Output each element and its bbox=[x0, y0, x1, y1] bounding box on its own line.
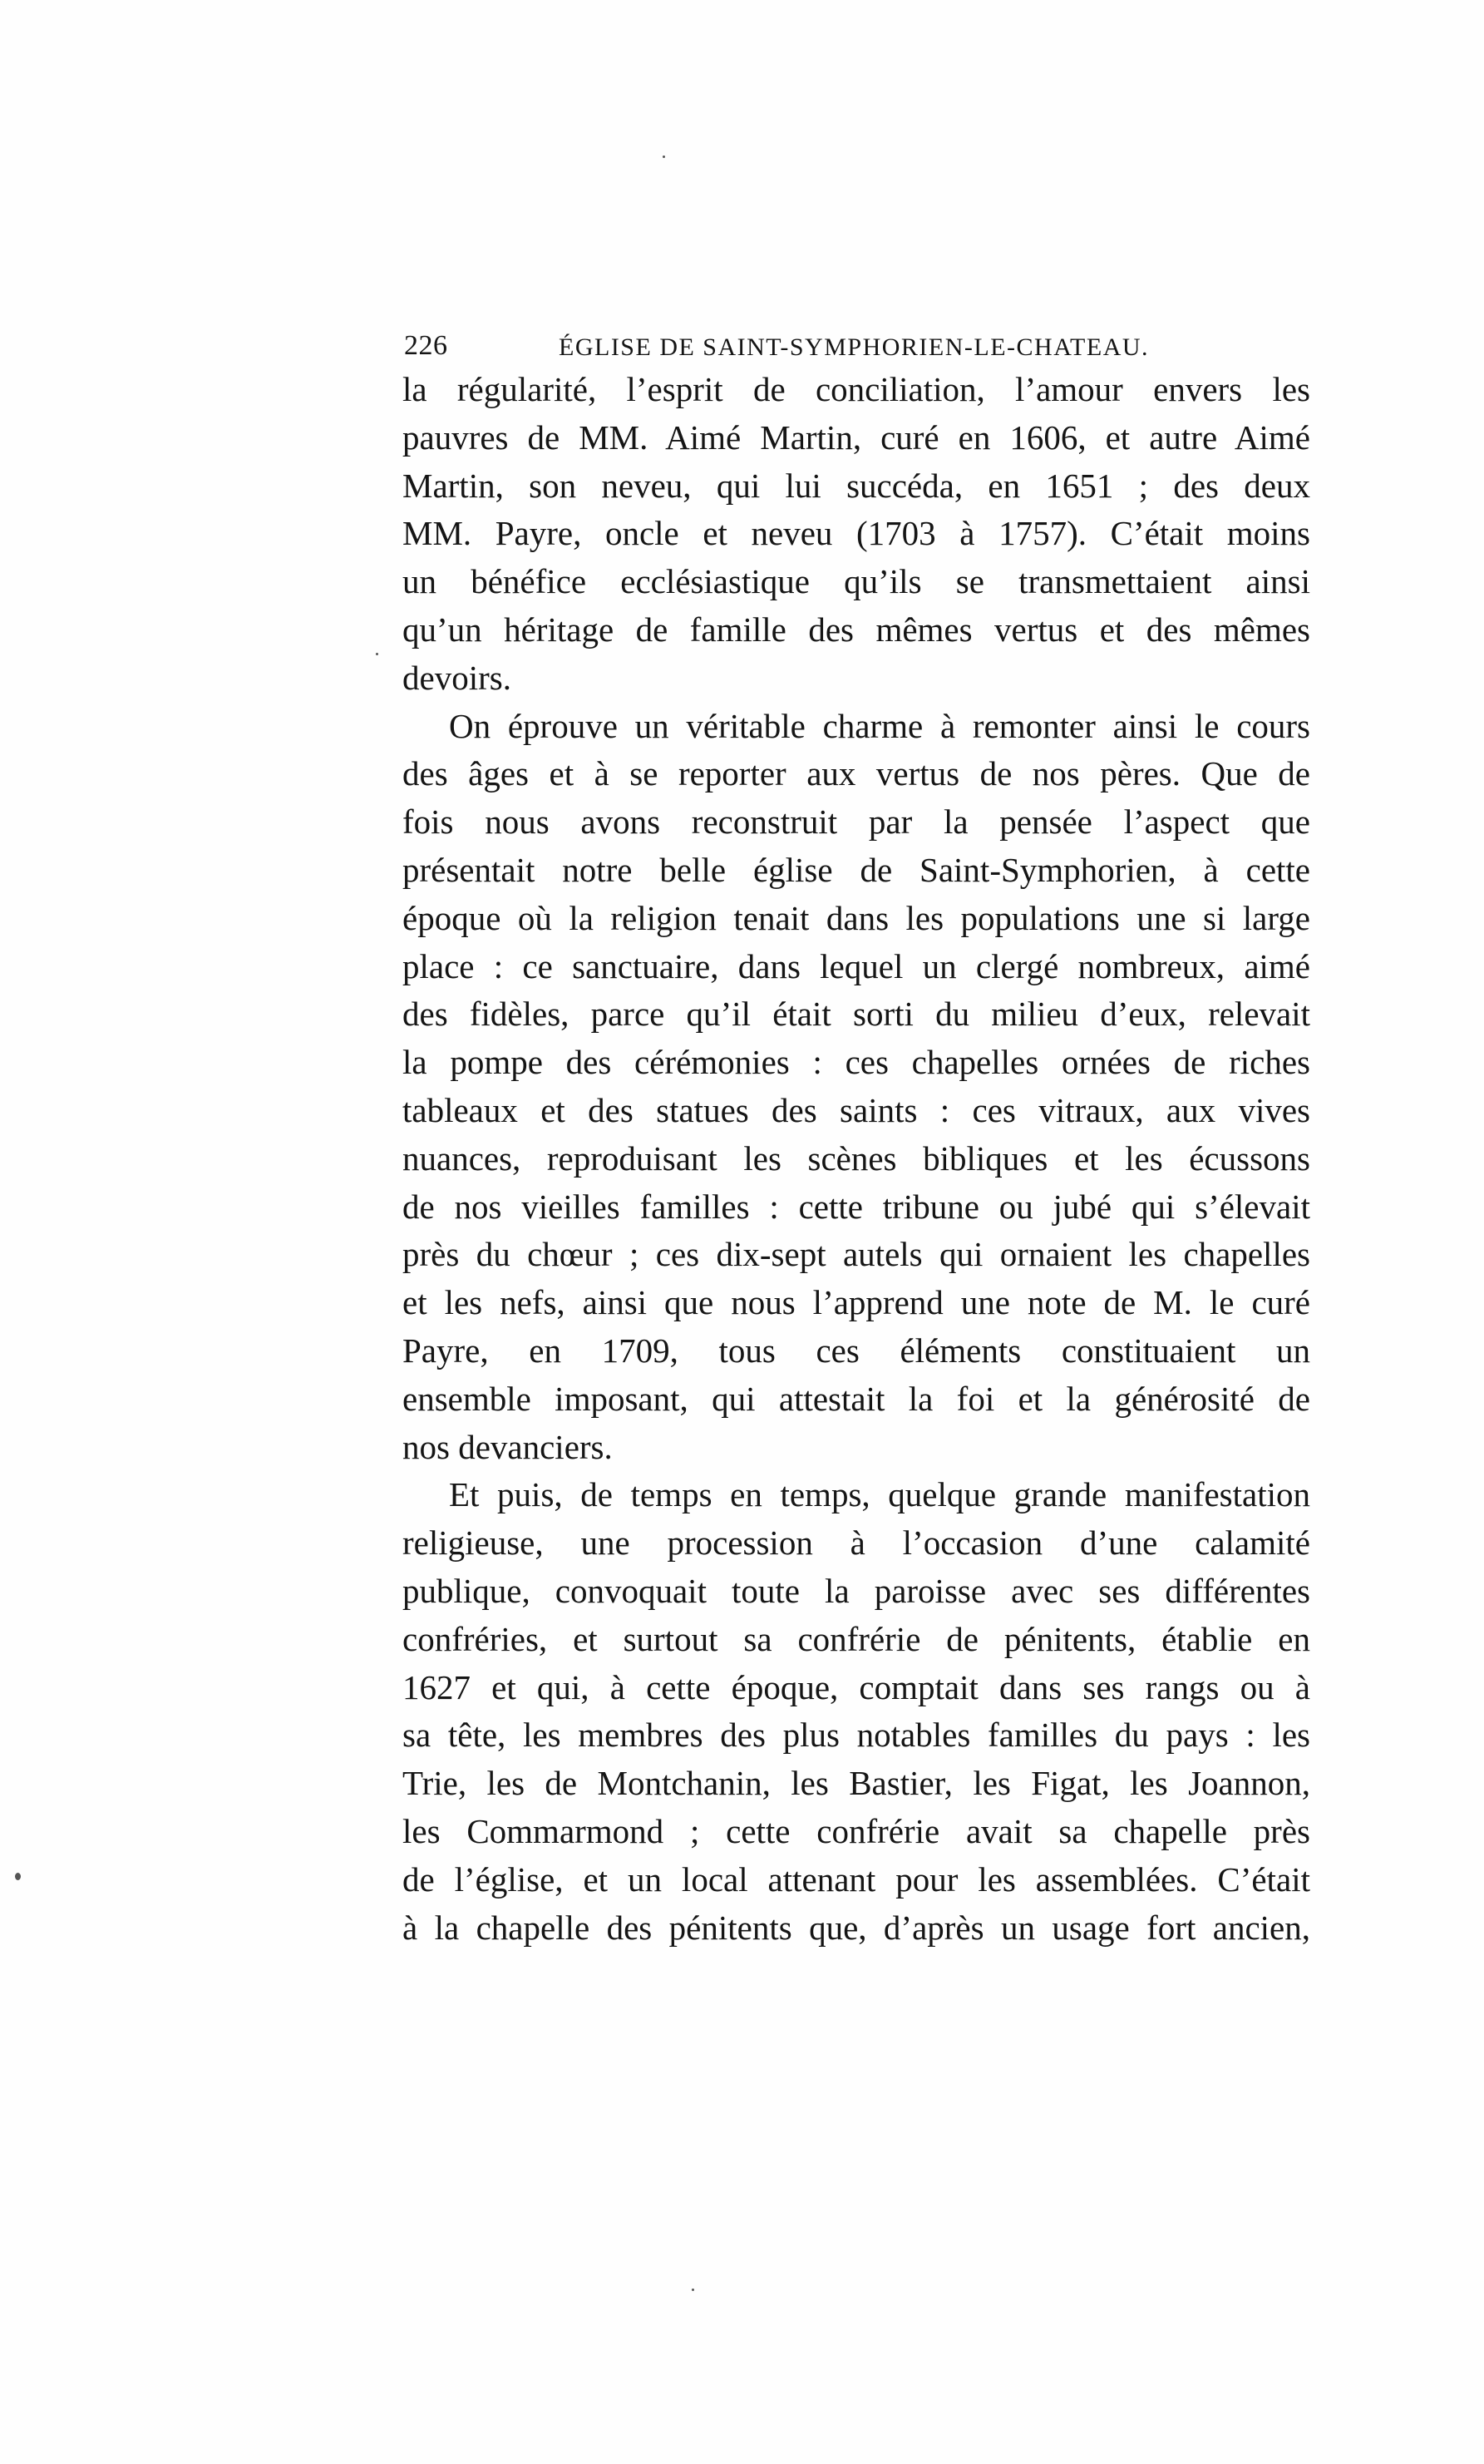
text-line: pauvres de MM. Aimé Martin, curé en 1606, et autre Aimé bbox=[402, 417, 1310, 457]
text-line: et les nefs, ainsi que nous l’apprend une note de M. le curé bbox=[402, 1283, 1310, 1322]
text-line: devoirs. bbox=[402, 658, 511, 697]
paragraph-1 bbox=[402, 366, 1310, 703]
ink-speck bbox=[692, 2289, 694, 2291]
text-line: époque où la religion tenait dans les populations une si large bbox=[402, 898, 1310, 937]
text-line: confréries, et surtout sa confrérie de pénitents, établie en bbox=[402, 1619, 1310, 1658]
text-line: la pompe des cérémonies : ces chapelles ornées de riches bbox=[402, 1043, 1310, 1082]
text-line: présentait notre belle église de Saint-Symphorien, à cette bbox=[402, 850, 1310, 889]
running-title: ÉGLISE DE SAINT-SYMPHORIEN-LE-CHATEAU. bbox=[559, 333, 1150, 361]
text-line: nuances, reproduisant les scènes bibliques et les écussons bbox=[402, 1138, 1310, 1178]
text-line: nos devanciers. bbox=[402, 1427, 613, 1466]
paragraph-3 bbox=[402, 1471, 1310, 1952]
text-line: à la chapelle des pénitents que, d’après un usage fort ancien, bbox=[402, 1908, 1310, 1947]
text-line: de l’église, et un local attenant pour les assemblées. C’était bbox=[402, 1859, 1310, 1899]
text-block bbox=[402, 326, 1310, 1952]
text-line: la régularité, l’esprit de conciliation, l’amour envers les bbox=[402, 370, 1310, 408]
text-line: Et puis, de temps en temps, quelque grande manifestation bbox=[449, 1475, 1310, 1514]
text-line: religieuse, une procession à l’occasion d’une calamité bbox=[402, 1523, 1310, 1563]
text-line: ensemble imposant, qui attestait la foi et la générosité de bbox=[402, 1379, 1310, 1418]
ink-speck bbox=[15, 1873, 21, 1880]
text-line: les Commarmond ; cette confrérie avait sa chapelle près bbox=[402, 1811, 1310, 1850]
text-line: Payre, en 1709, tous ces éléments constituaient un bbox=[402, 1331, 1310, 1370]
text-line: des fidèles, parce qu’il était sorti du milieu d’eux, relevait bbox=[402, 995, 1310, 1034]
text-line: MM. Payre, oncle et neveu (1703 à 1757). C’était moins bbox=[402, 514, 1310, 553]
text-line: qu’un héritage de famille des mêmes vertus et des mêmes bbox=[402, 610, 1310, 649]
text-line: Trie, les de Montchanin, les Bastier, les Figat, les Joannon, bbox=[402, 1764, 1310, 1803]
page-number: 226 bbox=[404, 330, 448, 361]
paragraph-2 bbox=[402, 703, 1310, 1472]
running-head bbox=[402, 326, 1310, 366]
text-line: On éprouve un véritable charme à remonter ainsi le cours bbox=[449, 706, 1310, 745]
text-line: 1627 et qui, à cette époque, comptait dans ses rangs ou à bbox=[402, 1667, 1310, 1706]
text-line: place : ce sanctuaire, dans lequel un clergé nombreux, aimé bbox=[402, 946, 1310, 985]
text-line: sa tête, les membres des plus notables familles du pays : les bbox=[402, 1716, 1310, 1755]
ink-speck bbox=[663, 156, 665, 158]
text-line: un bénéfice ecclésiastique qu’ils se transmettaient ainsi bbox=[402, 562, 1310, 601]
ink-speck bbox=[376, 653, 378, 655]
text-line: tableaux et des statues des saints : ces vitraux, aux vives bbox=[402, 1090, 1310, 1129]
text-line: près du chœur ; ces dix-sept autels qui ornaient les chapelles bbox=[402, 1235, 1310, 1274]
text-line: Martin, son neveu, qui lui succéda, en 1651 ; des deux bbox=[402, 466, 1310, 505]
text-line: de nos vieilles familles : cette tribune ou jubé qui s’élevait bbox=[402, 1187, 1310, 1226]
text-line: publique, convoquait toute la paroisse avec ses différentes bbox=[402, 1571, 1310, 1610]
text-line: des âges et à se reporter aux vertus de nos pères. Que de bbox=[402, 754, 1310, 793]
text-line: fois nous avons reconstruit par la pensée l’aspect que bbox=[402, 802, 1310, 842]
